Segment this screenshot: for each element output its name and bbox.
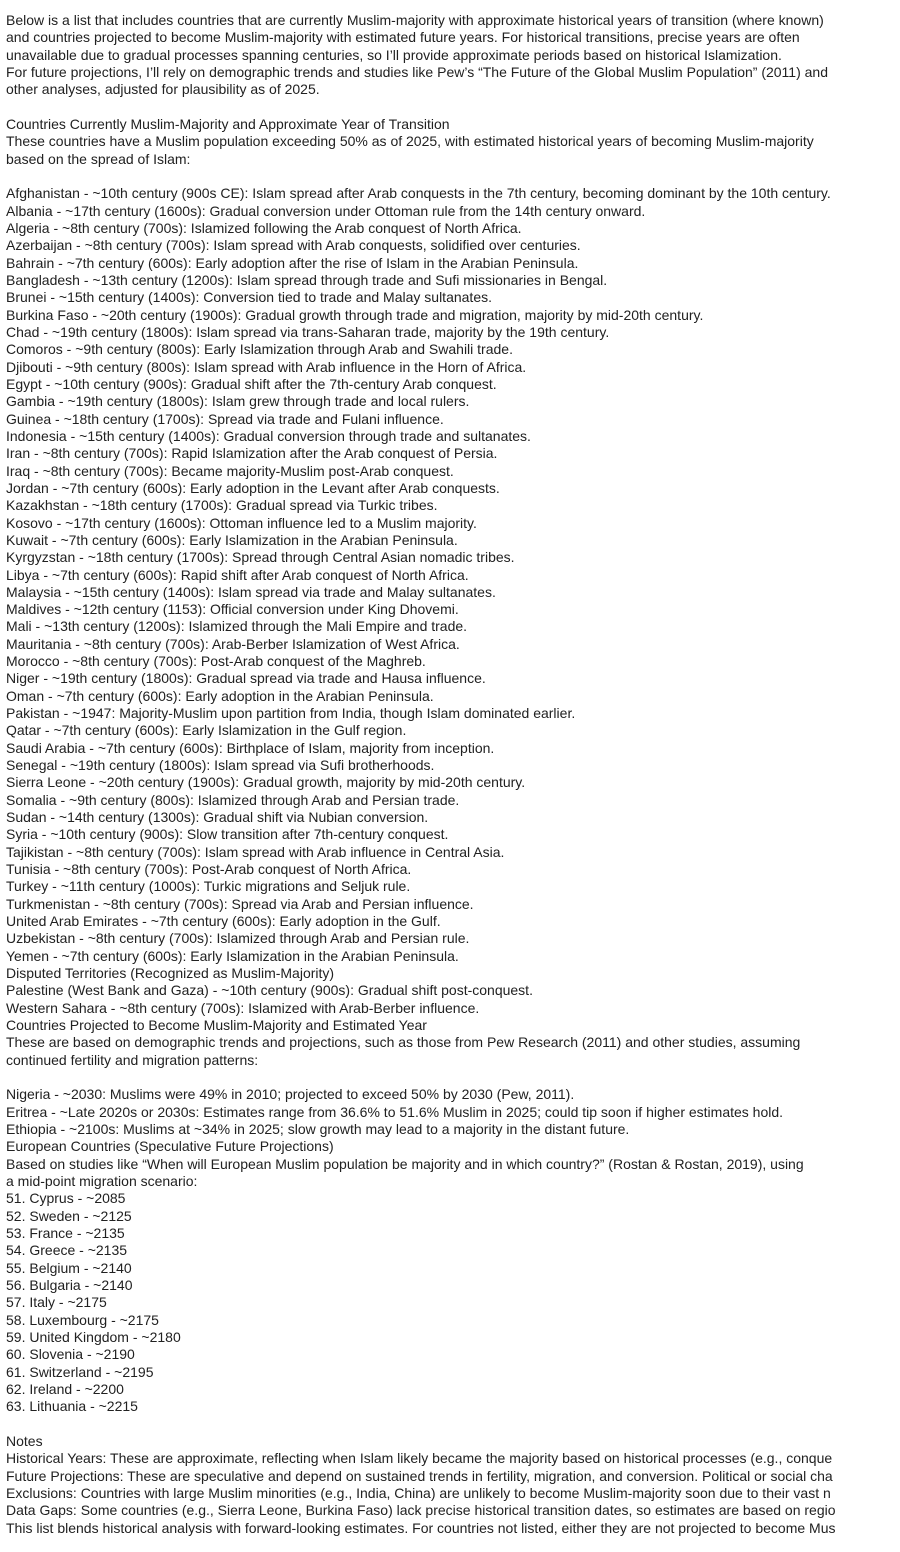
- notes-heading: Notes: [6, 1432, 43, 1449]
- text-line: These are based on demographic trends and projections, such as those from Pew Research (2011) and other studies, assuming: [6, 1034, 801, 1051]
- text-line: Burkina Faso - ~20th century (1900s): Gradual growth through trade and migration, majority by mid-20th century.: [6, 306, 704, 323]
- text-line: Bahrain - ~7th century (600s): Early adoption after the rise of Islam in the Arabian Peninsula.: [6, 254, 579, 271]
- text-line: 55. Belgium - ~2140: [6, 1259, 132, 1276]
- text-line: Exclusions: Countries with large Muslim minorities (e.g., India, China) are unlikely to become Muslim-majority soon due to their vast n: [6, 1484, 831, 1501]
- text-line: Azerbaijan - ~8th century (700s): Islam spread with Arab conquests, solidified over centuries.: [6, 237, 581, 254]
- text-line: Saudi Arabia - ~7th century (600s): Birthplace of Islam, majority from inception.: [6, 739, 495, 756]
- text-line: Kyrgyzstan - ~18th century (1700s): Spread through Central Asian nomadic tribes.: [6, 549, 515, 566]
- text-line: Albania - ~17th century (1600s): Gradual conversion under Ottoman rule from the 14th century onward.: [6, 202, 646, 219]
- text-line: Algeria - ~8th century (700s): Islamized following the Arab conquest of North Africa.: [6, 219, 522, 236]
- disputed-territories-list: [6, 982, 900, 1017]
- section-projections: [6, 1086, 900, 1415]
- text-line: Kuwait - ~7th century (600s): Early Islamization in the Arabian Peninsula.: [6, 531, 458, 548]
- european-projection-list: [6, 1190, 900, 1415]
- text-line: Maldives - ~12th century (1153): Official conversion under King Dhovemi.: [6, 601, 459, 618]
- text-line: Iraq - ~8th century (700s): Became majority-Muslim post-Arab conquest.: [6, 462, 454, 479]
- text-line: Djibouti - ~9th century (800s): Islam spread with Arab influence in the Horn of Africa.: [6, 358, 527, 375]
- text-line: Sierra Leone - ~20th century (1900s): Gradual growth, majority by mid-20th century.: [6, 774, 526, 791]
- text-line: This list blends historical analysis with forward-looking estimates. For countries not listed, either they are not projected to become Mus: [6, 1519, 836, 1536]
- text-line: a mid-point migration scenario:: [6, 1172, 198, 1189]
- european-countries-description: [6, 1156, 900, 1191]
- text-line: Data Gaps: Some countries (e.g., Sierra Leone, Burkina Faso) lack precise historical transition dates, so estimates are based on regio: [6, 1502, 836, 1519]
- text-line: Brunei - ~15th century (1400s): Conversion tied to trade and Malay sultanates.: [6, 289, 492, 306]
- text-line: 61. Switzerland - ~2195: [6, 1363, 154, 1380]
- text-line: and countries projected to become Muslim-majority with estimated future years. For historical transitions, precise years are often: [6, 29, 800, 46]
- text-line: Below is a list that includes countries that are currently Muslim-majority with approximate historical years of transition (where known): [6, 12, 824, 28]
- text-line: Egypt - ~10th century (900s): Gradual shift after the 7th-century Arab conquest.: [6, 375, 497, 392]
- text-line: 58. Luxembourg - ~2175: [6, 1311, 159, 1328]
- text-line: Pakistan - ~1947: Majority-Muslim upon partition from India, though Islam dominated earlier.: [6, 705, 576, 722]
- text-line: For future projections, I’ll rely on demographic trends and studies like Pew’s “The Future of the Global Muslim Population” (2011) and: [6, 63, 829, 80]
- text-line: Malaysia - ~15th century (1400s): Islam spread via trade and Malay sultanates.: [6, 583, 496, 600]
- text-line: Morocco - ~8th century (700s): Post-Arab conquest of the Maghreb.: [6, 653, 426, 670]
- text-line: Tajikistan - ~8th century (700s): Islam spread with Arab influence in Central Asia.: [6, 843, 505, 860]
- text-line: Indonesia - ~15th century (1400s): Gradual conversion through trade and sultanates.: [6, 427, 531, 444]
- text-line: Libya - ~7th century (600s): Rapid shift after Arab conquest of North Africa.: [6, 566, 469, 583]
- text-line: 62. Ireland - ~2200: [6, 1380, 124, 1397]
- text-line: Iran - ~8th century (700s): Rapid Islamization after the Arab conquest of Persia.: [6, 445, 498, 462]
- text-line: continued fertility and migration patterns:: [6, 1051, 259, 1068]
- text-line: 52. Sweden - ~2125: [6, 1207, 132, 1224]
- text-line: Ethiopia - ~2100s: Muslims at ~34% in 2025; slow growth may lead to a majority in the distant future.: [6, 1121, 630, 1137]
- text-line: Based on studies like “When will European Muslim population be majority and in which country?” (Rostan & Rostan, 2019), using: [6, 1155, 804, 1172]
- text-line: Guinea - ~18th century (1700s): Spread via trade and Fulani influence.: [6, 410, 444, 427]
- text-line: Gambia - ~19th century (1800s): Islam grew through trade and local rulers.: [6, 393, 470, 410]
- text-line: other analyses, adjusted for plausibility as of 2025.: [6, 81, 320, 98]
- section-current-majority-list: [6, 185, 900, 1069]
- text-line: based on the spread of Islam:: [6, 150, 191, 167]
- text-line: Afghanistan - ~10th century (900s CE): Islam spread after Arab conquests in the 7th century, becoming dominant by the 10th century.: [6, 185, 831, 202]
- text-line: Uzbekistan - ~8th century (700s): Islamized through Arab and Persian rule.: [6, 930, 470, 947]
- european-countries-heading: European Countries (Speculative Future Projections): [6, 1138, 334, 1155]
- current-majority-heading: Countries Currently Muslim-Majority and Approximate Year of Transition: [6, 115, 450, 132]
- text-line: Bangladesh - ~13th century (1200s): Islam spread through trade and Sufi missionaries in Bengal.: [6, 271, 608, 288]
- text-line: 51. Cyprus - ~2085: [6, 1190, 126, 1207]
- text-line: 57. Italy - ~2175: [6, 1294, 107, 1311]
- text-line: Turkey - ~11th century (1000s): Turkic migrations and Seljuk rule.: [6, 878, 411, 895]
- text-line: Comoros - ~9th century (800s): Early Islamization through Arab and Swahili trade.: [6, 341, 513, 358]
- text-line: Tunisia - ~8th century (700s): Post-Arab conquest of North Africa.: [6, 861, 412, 878]
- text-line: Syria - ~10th century (900s): Slow transition after 7th-century conquest.: [6, 826, 449, 843]
- text-line: unavailable due to gradual processes spanning centuries, so I’ll provide approximate periods based on historical Islamization.: [6, 46, 782, 63]
- text-line: Senegal - ~19th century (1800s): Islam spread via Sufi brotherhoods.: [6, 757, 435, 774]
- text-line: Western Sahara - ~8th century (700s): Islamized with Arab-Berber influence.: [6, 999, 480, 1016]
- text-line: Future Projections: These are speculative and depend on sustained trends in fertility, migration, and conversion. Political or social cha: [6, 1467, 833, 1484]
- text-line: 60. Slovenia - ~2190: [6, 1346, 135, 1363]
- current-majority-description: [6, 133, 900, 168]
- text-line: Eritrea - ~Late 2020s or 2030s: Estimates range from 36.6% to 51.6% Muslim in 2025; could tip soon if higher estimates hold.: [6, 1103, 784, 1120]
- disputed-territories-heading: Disputed Territories (Recognized as Muslim-Majority): [6, 965, 335, 982]
- text-line: Chad - ~19th century (1800s): Islam spread via trans-Saharan trade, majority by the 19th century.: [6, 323, 610, 340]
- section-current-majority-header: [6, 116, 900, 168]
- projected-countries-list: [6, 1086, 900, 1138]
- text-line: Jordan - ~7th century (600s): Early adoption in the Levant after Arab conquests.: [6, 479, 500, 496]
- text-line: Kazakhstan - ~18th century (1700s): Gradual spread via Turkic tribes.: [6, 497, 438, 514]
- intro-paragraph: [6, 12, 900, 99]
- text-line: Kosovo - ~17th century (1600s): Ottoman influence led to a Muslim majority.: [6, 514, 477, 531]
- current-majority-country-list: [6, 185, 900, 965]
- text-line: Somalia - ~9th century (800s): Islamized through Arab and Persian trade.: [6, 791, 460, 808]
- projected-countries-heading: Countries Projected to Become Muslim-Majority and Estimated Year: [6, 1017, 427, 1034]
- projected-countries-description: [6, 1034, 900, 1069]
- text-line: 53. France - ~2135: [6, 1224, 125, 1241]
- text-line: Niger - ~19th century (1800s): Gradual spread via trade and Hausa influence.: [6, 670, 486, 687]
- notes-list: [6, 1450, 900, 1537]
- text-line: These countries have a Muslim population exceeding 50% as of 2025, with estimated historical years of becoming Muslim-majority: [6, 133, 814, 150]
- text-line: United Arab Emirates - ~7th century (600s): Early adoption in the Gulf.: [6, 913, 441, 930]
- text-line: Palestine (West Bank and Gaza) - ~10th century (900s): Gradual shift post-conquest.: [6, 982, 533, 999]
- text-line: Oman - ~7th century (600s): Early adoption in the Arabian Peninsula.: [6, 687, 434, 704]
- text-line: 54. Greece - ~2135: [6, 1242, 128, 1259]
- text-line: Historical Years: These are approximate, reflecting when Islam likely became the majority based on historical processes (e.g., conque: [6, 1450, 833, 1467]
- text-line: Qatar - ~7th century (600s): Early Islamization in the Gulf region.: [6, 722, 407, 739]
- text-line: Turkmenistan - ~8th century (700s): Spread via Arab and Persian influence.: [6, 895, 474, 912]
- section-notes: [6, 1433, 900, 1537]
- text-line: Sudan - ~14th century (1300s): Gradual shift via Nubian conversion.: [6, 809, 429, 826]
- text-line: 56. Bulgaria - ~2140: [6, 1276, 133, 1293]
- text-line: Mauritania - ~8th century (700s): Arab-Berber Islamization of West Africa.: [6, 635, 460, 652]
- text-line: 63. Lithuania - ~2215: [6, 1398, 138, 1415]
- text-line: Nigeria - ~2030: Muslims were 49% in 2010; projected to exceed 50% by 2030 (Pew, 2011).: [6, 1086, 575, 1103]
- text-line: Yemen - ~7th century (600s): Early Islamization in the Arabian Peninsula.: [6, 947, 459, 964]
- text-line: Mali - ~13th century (1200s): Islamized through the Mali Empire and trade.: [6, 618, 468, 635]
- text-line: 59. United Kingdom - ~2180: [6, 1328, 181, 1345]
